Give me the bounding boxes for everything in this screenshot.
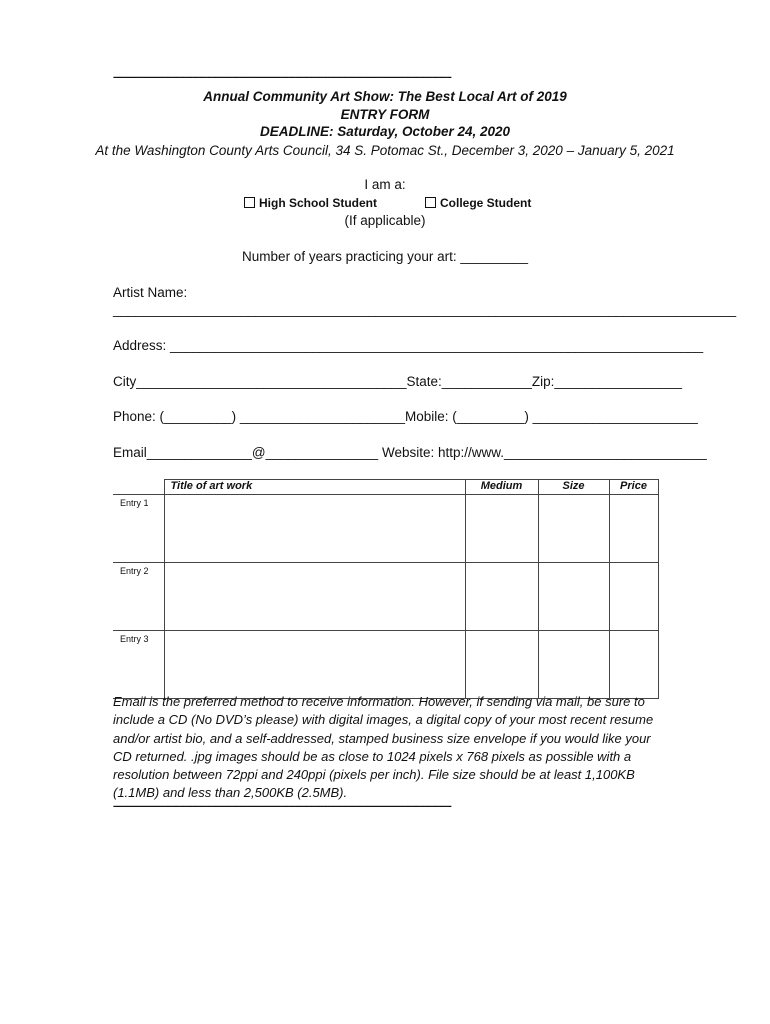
checkbox-icon[interactable] <box>425 197 436 208</box>
table-row <box>113 495 658 563</box>
medium-cell[interactable] <box>465 495 538 563</box>
college-label: College Student <box>440 196 532 210</box>
title-cell[interactable] <box>164 495 465 563</box>
email-website-field[interactable]: Email______________@_______________ Website: http://www.___________________________ <box>113 445 707 460</box>
table-row <box>113 563 658 631</box>
header-medium: Medium <box>465 480 538 495</box>
applicable-note: (If applicable) <box>344 213 426 228</box>
form-name: ENTRY FORM <box>340 107 430 122</box>
location-dates: At the Washington County Arts Council, 34 S. Potomac St., December 3, 2020 – January 5, 2021 <box>95 143 675 158</box>
top-divider: ------------------------------------------------------------------------------------------------------------------------------------------------- <box>113 72 451 83</box>
size-cell[interactable] <box>538 495 609 563</box>
address-field[interactable]: Address: _______________________________________________________________________ <box>113 338 704 353</box>
high-school-label: High School Student <box>259 196 377 210</box>
artist-name-field[interactable]: ___________________________________________________________________________________ <box>113 302 737 317</box>
phone-mobile-field[interactable]: Phone: (_________) ______________________Mobile: (_________) ______________________ <box>113 409 698 424</box>
entry-label: Entry 1 <box>113 495 164 563</box>
years-field[interactable]: Number of years practicing your art: _________ <box>242 249 528 264</box>
price-cell[interactable] <box>609 495 658 563</box>
size-cell[interactable] <box>538 563 609 631</box>
entry-label: Entry 2 <box>113 563 164 631</box>
bottom-divider: ------------------------------------------------------------------------------------------------------------------------------------------------- <box>113 801 451 812</box>
table-row <box>113 631 658 699</box>
entry-label: Entry 3 <box>113 631 164 699</box>
city-state-zip-field[interactable]: City____________________________________State:____________Zip:_________________ <box>113 374 683 389</box>
artist-name-label: Artist Name: <box>113 285 188 300</box>
entries-table <box>113 479 659 699</box>
header-size: Size <box>538 480 609 495</box>
submission-note: Email is the preferred method to receive information. However, if sending via mail, be sure to include a CD (No DVD’s please) with digital images, a digital copy of your most recent resume and/or artist bio, and a self-addressed, stamped business size envelope if you would like your CD returned. .jpg images should be as close to 1024 pixels x 768 pixels as possible with a resolution between 72ppi and 240ppi (pixels per inch). File size should be at least 1,100KB (1.1MB) and less than 2,500KB (2.5MB). <box>113 694 654 801</box>
medium-cell[interactable] <box>465 563 538 631</box>
high-school-option[interactable] <box>244 196 377 210</box>
deadline: DEADLINE: Saturday, October 24, 2020 <box>259 124 511 139</box>
title-cell[interactable] <box>164 631 465 699</box>
header-price: Price <box>609 480 658 495</box>
table-header-row <box>113 480 658 495</box>
row-label-header <box>113 480 164 495</box>
price-cell[interactable] <box>609 563 658 631</box>
price-cell[interactable] <box>609 631 658 699</box>
college-option[interactable] <box>425 196 531 210</box>
status-prompt: I am a: <box>364 177 406 192</box>
size-cell[interactable] <box>538 631 609 699</box>
form-title: Annual Community Art Show: The Best Local Art of 2019 <box>203 89 567 104</box>
medium-cell[interactable] <box>465 631 538 699</box>
checkbox-icon[interactable] <box>244 197 255 208</box>
header-title: Title of art work <box>164 480 465 495</box>
title-cell[interactable] <box>164 563 465 631</box>
